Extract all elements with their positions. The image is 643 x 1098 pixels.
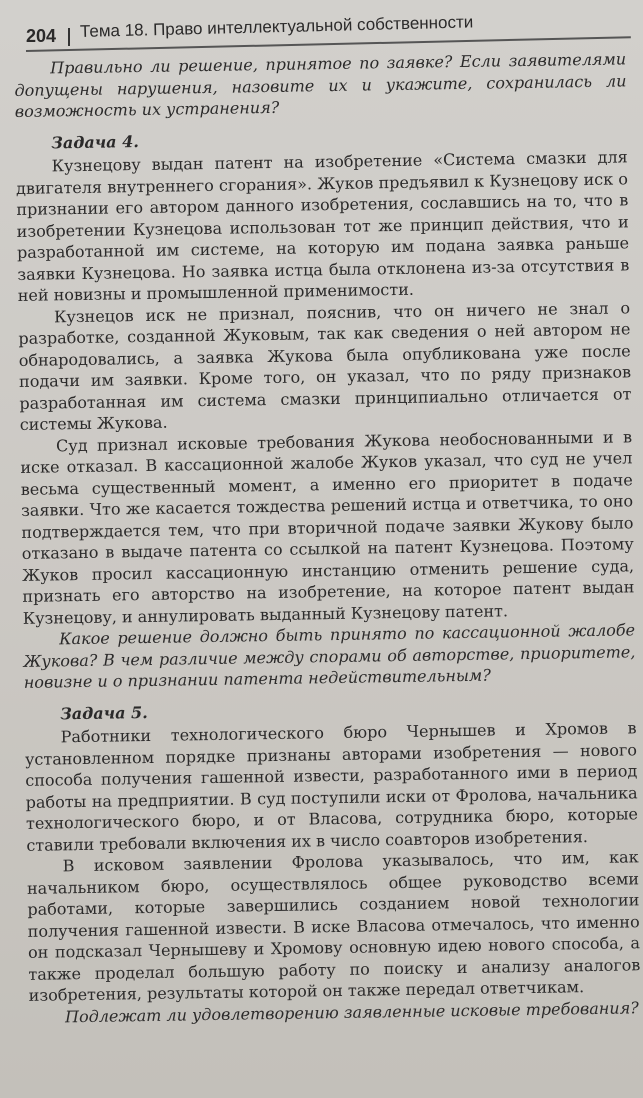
intro-question: Правильно ли решение, принятое по заявке? Если заявителями допущены нарушения, назовите их и укажите, сохранилась ли возможность их устранения? xyxy=(14,49,627,121)
task-4-paragraph: Кузнецов иск не признал, пояснив, что он ничего не знал о разработке, созданной Жуковым, так как сведения о ней автором не обнародовались, а заявка Жукова была опубликована уже после подачи им заявки. Кроме того, он указал, что по ряду признаков разработанная им система смазки принципиально отличается от системы Жукова. xyxy=(18,297,632,434)
page-body xyxy=(14,48,641,1027)
page-number: 204 xyxy=(26,26,57,46)
page-header xyxy=(0,0,643,52)
task-4-paragraph: Суд признал исковые требования Жукова необоснованными и в иске отказал. В кассационной жалобе Жуков указал, что суд не учел весьма существенный момент, а именно его приоритет в подаче заявки. Что же касается тождества решений истца и ответчика, то оно подтверждается тем, что при вторичной подаче заявки Жукову было отказано в выдаче патента со ссылкой на патент Кузнецова. Поэтому Жуков просил кассационную инстанцию отменить решение суда, признать его авторство на изобретение, на которое патент выдан Кузнецову, и аннулировать выданный Кузнецову патент. xyxy=(20,426,635,628)
task-4-question: Какое решение должно быть принято по кассационной жалобе Жукова? В чем различие между спорами об авторстве, приоритете, новизне и о признании патента недействительным? xyxy=(23,620,636,692)
chapter-title: Тема 18. Право интеллектуальной собственности xyxy=(79,12,474,41)
task-4-paragraph: Кузнецову выдан патент на изобретение «Система смазки для двигателя внутреннего сгорания». Жуков предъявил к Кузнецову иск о признании его автором данного изобретения, сославшись на то, что в изобретении Кузнецова использован тот же принцип действия, что и разработанной им системе, на которую им подана заявка раньше заявки Кузнецова. Но заявка истца была отклонена из-за отсутствия в ней новизны и промышленной применимости. xyxy=(15,147,630,305)
header-separator xyxy=(68,28,70,46)
task-4-title: Задача 4. xyxy=(51,131,139,152)
task-5-title: Задача 5. xyxy=(60,702,148,723)
task-5-paragraph: Работники технологического бюро Чернышев и Хромов в установленном порядке признаны авторами изобретения — нового способа получения гашенной извести, разработанного ими в период работы на предприятии. В суд поступили иски от Фролова, начальника технологического бюро, и от Власова, сотрудника бюро, которые ставили требовали включения их в число соавторов изобретения. xyxy=(24,718,639,855)
task-5-question: Подлежат ли удовлетворению заявленные исковые требования? xyxy=(64,997,639,1026)
task-5-paragraph: В исковом заявлении Фролова указывалось, что им, как начальником бюро, осуществлялось общее руководство всеми работами, которые завершились созданием новой технологии получения гашенной извести. В иске Власова отмечалось, что именно он подсказал Чернышеву и Хромову основную идею нового способа, а также проделал большую работу по поиску и анализу аналогов изобретения, результаты которой он также передал ответчикам. xyxy=(26,847,641,1005)
